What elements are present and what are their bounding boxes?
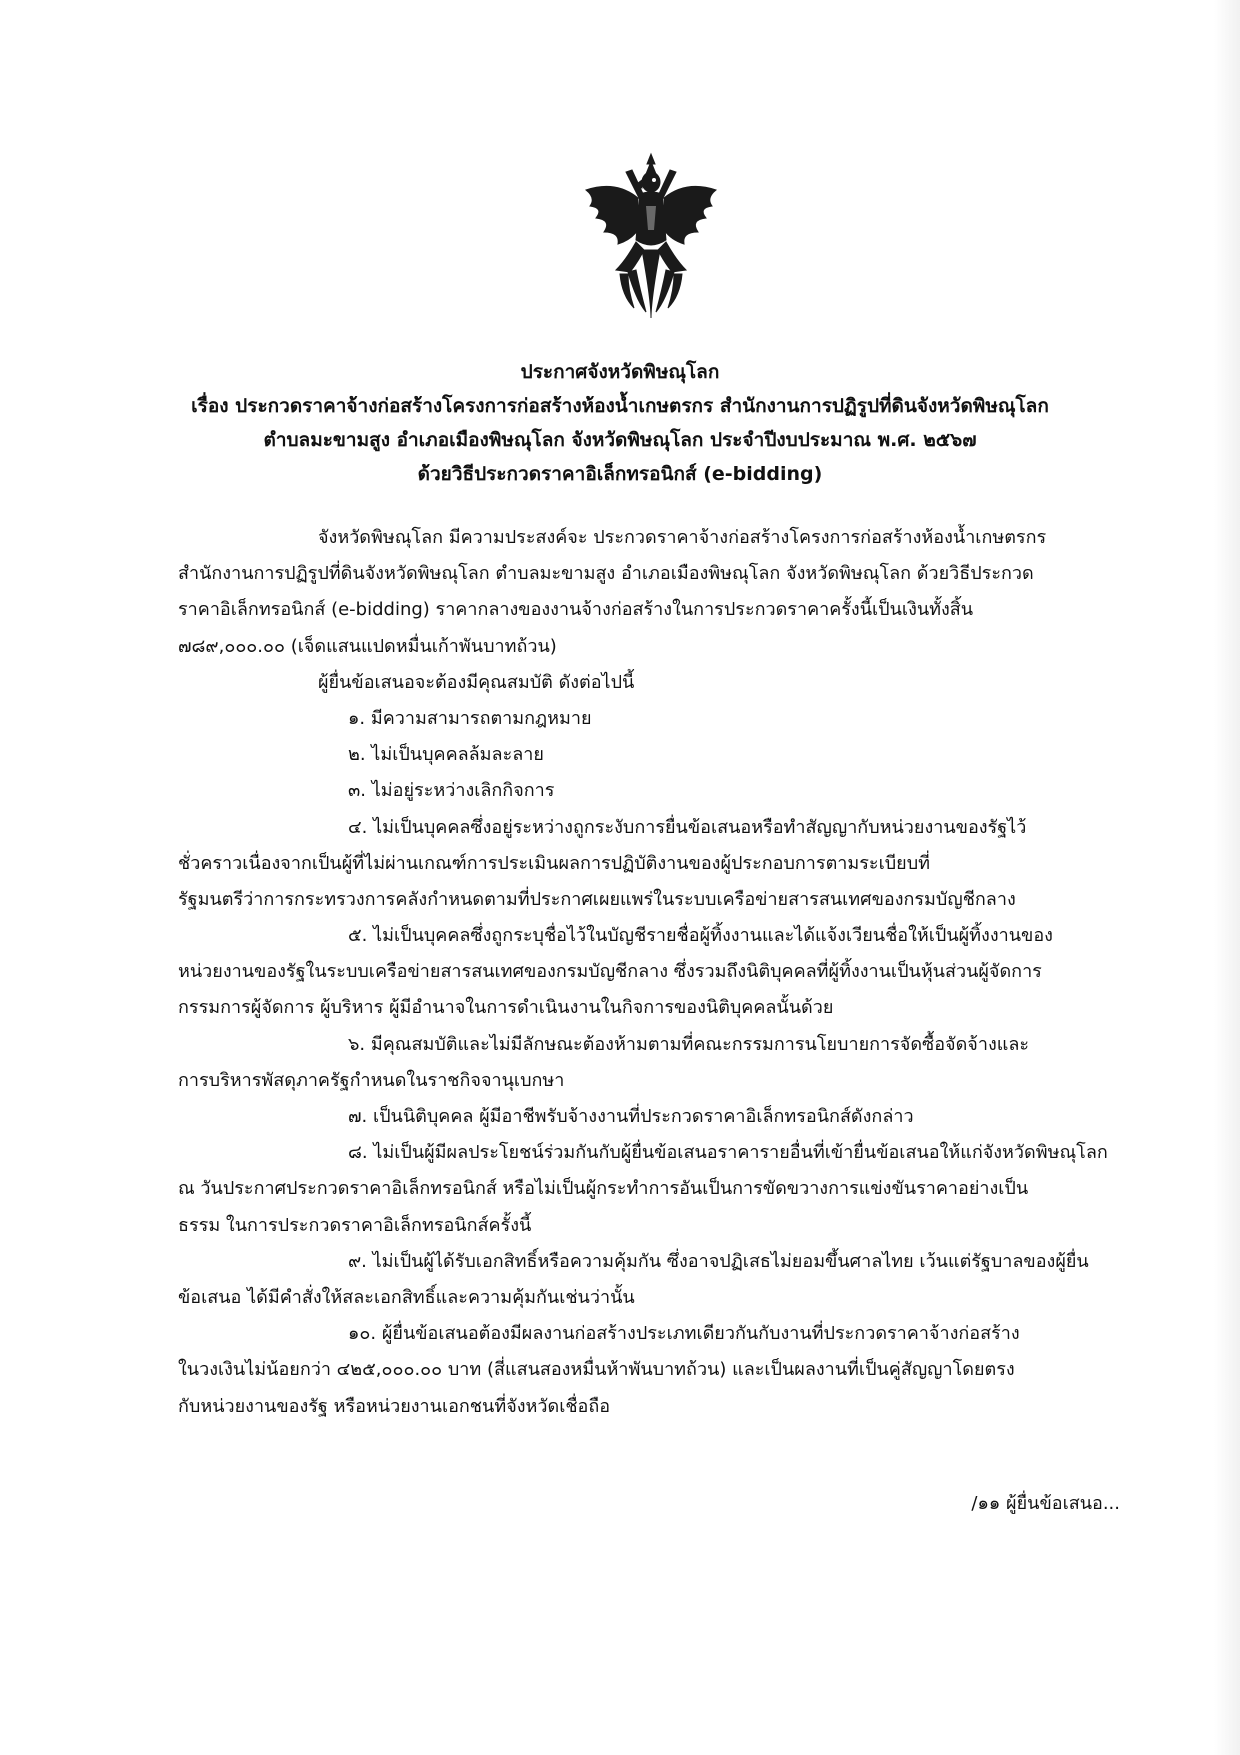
announcement-body	[178, 520, 1123, 1425]
qualification-item-8-cont: ณ วันประกาศประกวดราคาอิเล็กทรอนิกส์ หรือไม่เป็นผู้กระทำการอันเป็นการขัดขวางการแข่งขันราคาอย่างเป็น	[178, 1178, 1029, 1200]
qualifications-intro: ผู้ยื่นข้อเสนอจะต้องมีคุณสมบัติ ดังต่อไปนี้	[318, 671, 635, 693]
qualification-item-8: ๘. ไม่เป็นผู้มีผลประโยชน์ร่วมกันกับผู้ยื่นข้อเสนอราคารายอื่นที่เข้ายื่นข้อเสนอให้แก่จังหวัดพิษณุโลก	[348, 1142, 1108, 1164]
scan-edge-shadow	[1214, 0, 1240, 1755]
qualification-item-8-cont: ธรรม ในการประกวดราคาอิเล็กทรอนิกส์ครั้งนี้	[178, 1214, 532, 1236]
intro-paragraph-line: ราคาอิเล็กทรอนิกส์ (e-bidding) ราคากลางของงานจ้างก่อสร้างในการประกวดราคาครั้งนี้เป็นเงินทั้งสิ้น	[178, 599, 974, 621]
qualification-item-5-cont: หน่วยงานของรัฐในระบบเครือข่ายสารสนเทศของกรมบัญชีกลาง ซึ่งรวมถึงนิติบุคคลที่ผู้ทิ้งงานเป็นหุ้นส่วนผู้จัดการ	[178, 961, 1042, 983]
garuda-emblem-icon	[576, 150, 726, 330]
continuation-marker: /๑๑ ผู้ยื่นข้อเสนอ...	[971, 1493, 1120, 1514]
intro-paragraph-line: สำนักงานการปฏิรูปที่ดินจังหวัดพิษณุโลก ตำบลมะขามสูง อำเภอเมืองพิษณุโลก จังหวัดพิษณุโลก ด้วยวิธีประกวด	[178, 563, 1034, 585]
qualification-item-10-cont: ในวงเงินไม่น้อยกว่า ๔๒๕,๐๐๐.๐๐ บาท (สี่แสนสองหมื่นห้าพันบาทถ้วน) และเป็นผลงานที่เป็นคู่สัญญาโดยตรง	[178, 1359, 1015, 1381]
qualification-item-5-cont: กรรมการผู้จัดการ ผู้บริหาร ผู้มีอำนาจในการดำเนินงานในกิจการของนิติบุคคลนั้นด้วย	[178, 997, 834, 1019]
qualification-item-6: ๖. มีคุณสมบัติและไม่มีลักษณะต้องห้ามตามที่คณะกรรมการนโยบายการจัดซื้อจัดจ้างและ	[348, 1033, 1030, 1055]
subject-line-3: ด้วยวิธีประกวดราคาอิเล็กทรอนิกส์ (e-bidding)	[417, 463, 823, 485]
qualification-item-5: ๕. ไม่เป็นบุคคลซึ่งถูกระบุชื่อไว้ในบัญชีรายชื่อผู้ทิ้งงานและได้แจ้งเวียนชื่อให้เป็นผู้ทิ้งงานของ	[348, 925, 1053, 947]
qualification-item-1: ๑. มีความสามารถตามกฎหมาย	[348, 707, 592, 729]
intro-paragraph-line: ๗๘๙,๐๐๐.๐๐ (เจ็ดแสนแปดหมื่นเก้าพันบาทถ้วน)	[178, 635, 557, 657]
qualification-item-4-cont: ชั่วคราวเนื่องจากเป็นผู้ที่ไม่ผ่านเกณฑ์การประเมินผลการปฏิบัติงานของผู้ประกอบการตามระเบียบที่	[178, 852, 930, 874]
subject-line-2: ตำบลมะขามสูง อำเภอเมืองพิษณุโลก จังหวัดพิษณุโลก ประจำปีงบประมาณ พ.ศ. ๒๕๖๗	[263, 429, 977, 451]
announcement-title: ประกาศจังหวัดพิษณุโลก	[520, 361, 720, 383]
intro-paragraph-line: จังหวัดพิษณุโลก มีความประสงค์จะ ประกวดราคาจ้างก่อสร้างโครงการก่อสร้างห้องน้ำเกษตรกร	[318, 527, 1047, 548]
qualification-item-10: ๑๐. ผู้ยื่นข้อเสนอต้องมีผลงานก่อสร้างประเภทเดียวกันกับงานที่ประกวดราคาจ้างก่อสร้าง	[348, 1323, 1020, 1345]
qualification-item-2: ๒. ไม่เป็นบุคคลล้มละลาย	[348, 744, 544, 766]
qualification-item-10-cont: กับหน่วยงานของรัฐ หรือหน่วยงานเอกชนที่จังหวัดเชื่อถือ	[178, 1395, 611, 1417]
qualification-item-9: ๙. ไม่เป็นผู้ได้รับเอกสิทธิ์หรือความคุ้มกัน ซึ่งอาจปฏิเสธไม่ยอมขึ้นศาลไทย เว้นแต่รัฐบาลของผู้ยื่น	[348, 1250, 1089, 1272]
qualification-item-9-cont: ข้อเสนอ ได้มีคำสั่งให้สละเอกสิทธิ์และความคุ้มกันเช่นว่านั้น	[178, 1286, 635, 1308]
qualification-item-6-cont: การบริหารพัสดุภาครัฐกำหนดในราชกิจจานุเบกษา	[178, 1069, 565, 1091]
subject-line-1: เรื่อง ประกวดราคาจ้างก่อสร้างโครงการก่อสร้างห้องน้ำเกษตรกร สำนักงานการปฏิรูปที่ดินจังหวัดพิษณุโลก	[191, 395, 1049, 417]
announcement-heading	[140, 355, 1100, 491]
qualification-item-4: ๔. ไม่เป็นบุคคลซึ่งอยู่ระหว่างถูกระงับการยื่นข้อเสนอหรือทำสัญญากับหน่วยงานของรัฐไว้	[348, 816, 1027, 838]
qualification-item-4-cont: รัฐมนตรีว่าการกระทรวงการคลังกำหนดตามที่ประกาศเผยแพร่ในระบบเครือข่ายสารสนเทศของกรมบัญชีกลาง	[178, 888, 1016, 910]
qualification-item-7: ๗. เป็นนิติบุคคล ผู้มีอาชีพรับจ้างงานที่ประกวดราคาอิเล็กทรอนิกส์ดังกล่าว	[348, 1106, 914, 1127]
qualification-item-3: ๓. ไม่อยู่ระหว่างเลิกกิจการ	[348, 780, 555, 802]
